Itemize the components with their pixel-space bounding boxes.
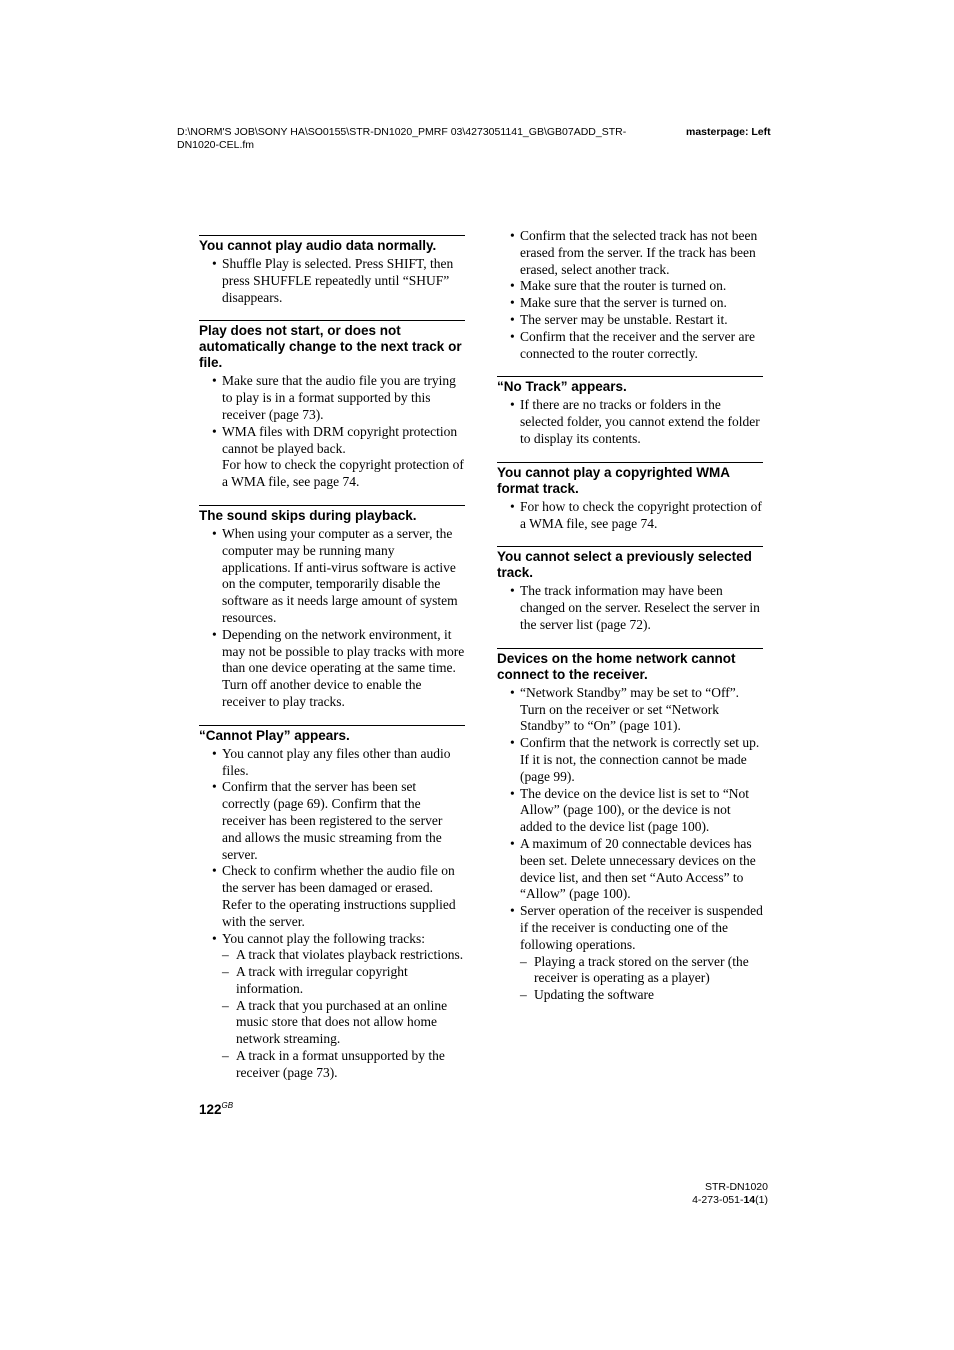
sub-list-item: – Updating the software [520, 987, 763, 1004]
bullet-list [199, 256, 465, 306]
list-item: • The server may be unstable. Restart it. [497, 312, 763, 329]
list-item: • Make sure that the router is turned on. [497, 278, 763, 295]
dash-list [222, 947, 465, 1081]
list-item: • When using your computer as a server, the computer may be running many applications. If anti-virus software is active on the computer, temporarily disable the software as it needs large amount of system resources. [199, 526, 465, 627]
section-copyrighted-wma [497, 462, 763, 533]
bullet-list [199, 526, 465, 711]
page-number-suffix: GB [221, 1101, 234, 1110]
section-home-network [497, 648, 763, 1004]
file-path: D:\NORM'S JOB\SONY HA\SO0155\STR-DN1020_PMRF 03\4273051141_GB\GB07ADD_STR-DN1020-CEL.fm [177, 126, 627, 151]
bullet-list [497, 685, 763, 1004]
list-item: • Confirm that the receiver and the server are connected to the router correctly. [497, 329, 763, 363]
list-item: • “Network Standby” may be set to “Off”. Turn on the receiver or set “Network Standby” to “On” (page 101). [497, 685, 763, 735]
section-heading: “No Track” appears. [497, 379, 627, 395]
sub-list-item: – A track that you purchased at an online music store that does not allow home network streaming. [222, 998, 465, 1048]
list-item: • Confirm that the network is correctly set up. If it is not, the connection cannot be made (page 99). [497, 735, 763, 785]
list-item: • A maximum of 20 connectable devices has been set. Delete unnecessary devices on the device list, and then set “Auto Access” to “Allow” (page 100). [497, 836, 763, 903]
model-name: STR-DN1020 [704, 1181, 768, 1193]
page-number [199, 1101, 233, 1117]
part-code-prefix: 4-273-051- [692, 1194, 744, 1206]
list-item: • Make sure that the audio file you are trying to play is in a format supported by this receiver (page 73). [199, 373, 465, 423]
list-item-note: For how to check the copyright protection of a WMA file, see page 74. [222, 457, 464, 490]
sub-list-item: – A track in a format unsupported by the receiver (page 73). [222, 1048, 465, 1082]
section-audio-playback [199, 235, 465, 306]
list-item: • Confirm that the server has been set correctly (page 69). Confirm that the receiver has been registered to the server and allows the music streaming from the server. [199, 779, 465, 863]
sub-list-item: – A track with irregular copyright information. [222, 964, 465, 998]
left-column [199, 228, 465, 1096]
section-sound-skips [199, 505, 465, 711]
section-heading: The sound skips during playback. [199, 507, 417, 523]
list-item: • Shuffle Play is selected. Press SHIFT, then press SHUFFLE repeatedly until “SHUF” disappears. [199, 256, 465, 306]
bullet-list [497, 499, 763, 533]
list-item [199, 424, 465, 491]
list-item: • You cannot play any files other than audio files. [199, 746, 465, 780]
list-item: • The track information may have been changed on the server. Reselect the server in the server list (page 72). [497, 583, 763, 633]
sub-list-item: – A track that violates playback restrictions. [222, 947, 465, 964]
bullet-list [497, 397, 763, 447]
list-item: • Check to confirm whether the audio file on the server has been damaged or erased. Refer to the operating instructions supplied with the server. [199, 863, 465, 930]
list-item: • For how to check the copyright protection of a WMA file, see page 74. [497, 499, 763, 533]
bullet-list [199, 746, 465, 1082]
list-item-text: Server operation of the receiver is suspended if the receiver is conducting one of the following operations. [520, 903, 763, 952]
section-heading: Play does not start, or does not automatically change to the next track or file. [199, 323, 462, 371]
list-item: • Make sure that the server is turned on. [497, 295, 763, 312]
section-heading: You cannot play audio data normally. [199, 238, 437, 253]
part-code-suffix: (1) [755, 1194, 768, 1206]
model-info [692, 1181, 768, 1207]
dash-list [520, 954, 763, 1004]
bullet-list [497, 228, 763, 362]
section-previously-selected [497, 546, 763, 633]
page-number-value: 122 [199, 1102, 222, 1117]
section-heading: Devices on the home network cannot connect to the receiver. [497, 650, 736, 682]
masterpage-label: masterpage: Left [686, 126, 771, 138]
bullet-list [497, 583, 763, 633]
section-heading: “Cannot Play” appears. [199, 727, 350, 743]
sub-list-item: – Playing a track stored on the server (the receiver is operating as a player) [520, 954, 763, 988]
list-item: • If there are no tracks or folders in the selected folder, you cannot extend the folder to display its contents. [497, 397, 763, 447]
list-item: • Depending on the network environment, it may not be possible to play tracks with more than one device operating at the same time. Turn off another device to enable the receiver to play tracks. [199, 627, 465, 711]
section-heading: You cannot select a previously selected track. [497, 549, 752, 581]
list-item [497, 903, 763, 1004]
list-item-text: WMA files with DRM copyright protection cannot be played back. [222, 423, 458, 456]
section-heading: You cannot play a copyrighted WMA format track. [497, 464, 730, 496]
section-play-does-not-start [199, 320, 465, 491]
list-item: • Confirm that the selected track has not been erased from the server. If the track has been erased, select another track. [497, 228, 763, 278]
list-item-text: You cannot play the following tracks: [222, 930, 425, 946]
right-column [497, 228, 763, 1018]
part-code-bold: 14 [743, 1194, 756, 1206]
section-cannot-play [199, 725, 465, 1082]
list-item: • The device on the device list is set to “Not Allow” (page 100), or the device is not added to the device list (page 100). [497, 786, 763, 836]
part-code [692, 1194, 768, 1207]
section-no-track [497, 376, 763, 447]
list-item [199, 931, 465, 1082]
bullet-list [199, 373, 465, 491]
